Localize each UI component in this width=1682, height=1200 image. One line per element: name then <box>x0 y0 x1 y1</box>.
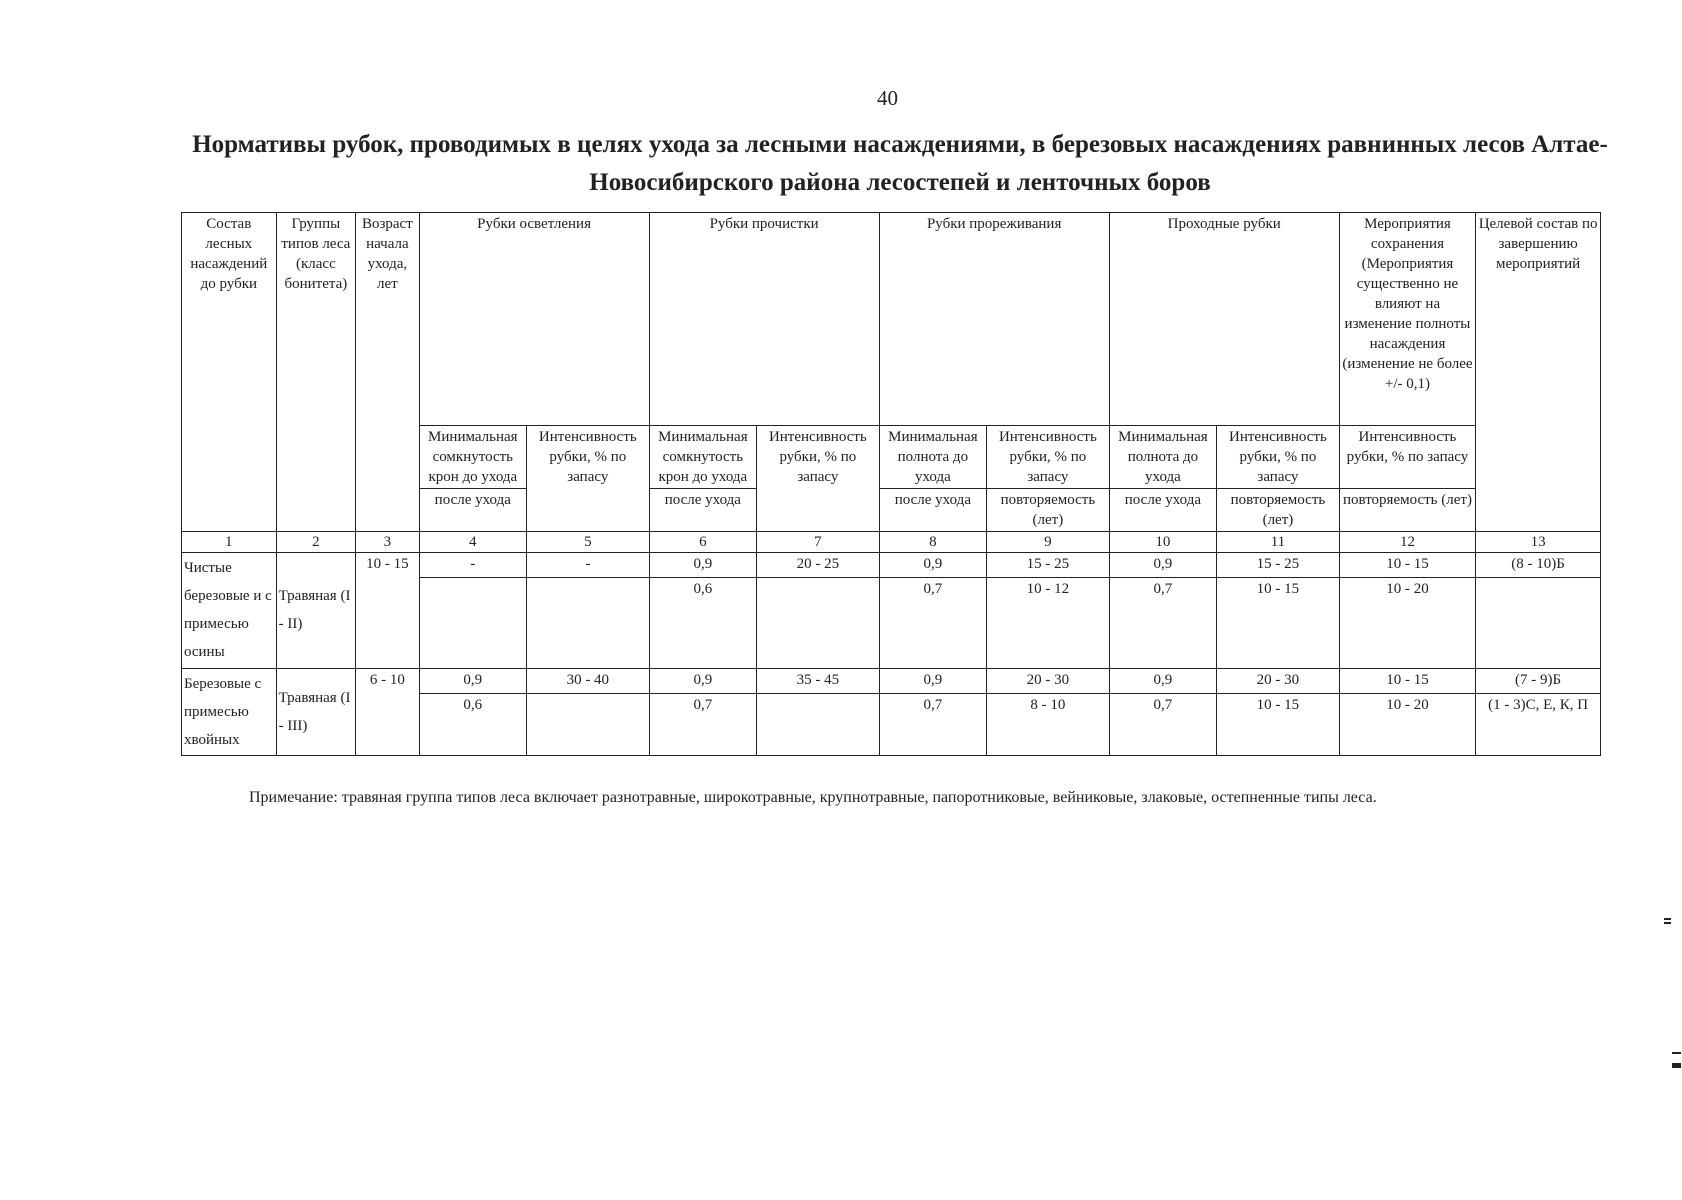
column-number: 13 <box>1476 532 1601 553</box>
column-number: 9 <box>987 532 1110 553</box>
footnote: Примечание: травяная группа типов леса включает разнотравные, широкотравные, крупнотравные, папоротниковые, вейниковые, злаковые, остепненные типы леса. <box>249 789 1377 806</box>
header-clearing-cuts: Рубки осветления <box>419 213 649 426</box>
header-thinning-cuts: Рубки прореживания <box>879 213 1109 426</box>
table-cell: 0,7 <box>879 693 986 756</box>
column-number: 3 <box>356 532 419 553</box>
table-cell: 10 - 12 <box>987 578 1110 669</box>
table-cell <box>757 578 880 669</box>
scan-mark <box>1664 918 1671 920</box>
column-number: 12 <box>1339 532 1476 553</box>
table-cell: 0,9 <box>419 668 526 693</box>
column-number-row <box>182 532 1601 553</box>
table-cell: 0,7 <box>1109 693 1216 756</box>
column-number: 2 <box>276 532 356 553</box>
table-row <box>182 578 1601 669</box>
column-number: 11 <box>1217 532 1340 553</box>
header-min-density-before: Минимальная сомкнутость крон до ухода <box>419 426 526 489</box>
table-cell: 30 - 40 <box>527 668 650 693</box>
table-cell: - <box>527 553 650 578</box>
table-cell: 0,9 <box>879 668 986 693</box>
column-number: 6 <box>649 532 756 553</box>
page-number: 40 <box>877 86 898 110</box>
header-composition: Состав лесных насаждений до рубки <box>182 213 277 532</box>
table-cell <box>1476 578 1601 669</box>
header-intensity-passage: Интенсивность рубки, % по запасу <box>1217 426 1340 489</box>
column-number: 10 <box>1109 532 1216 553</box>
table-row <box>182 668 1601 693</box>
column-number: 7 <box>757 532 880 553</box>
table-cell <box>356 578 419 669</box>
header-row-groups <box>182 213 1601 426</box>
header-repeat-conservation: повторяемость (лет) <box>1339 489 1476 532</box>
header-forest-group: Группы типов леса (класс бонитета) <box>276 213 356 532</box>
table-cell <box>527 578 650 669</box>
table-cell <box>356 693 419 756</box>
cell-composition: Березовые с примесью хвойных <box>182 668 277 756</box>
table-cell: 0,9 <box>649 553 756 578</box>
header-intensity-cleaning: Интенсивность рубки, % по запасу <box>757 426 880 532</box>
table-cell: 0,6 <box>649 578 756 669</box>
table-cell: 8 - 10 <box>987 693 1110 756</box>
standards-table <box>181 212 1601 756</box>
header-conservation-measures: Мероприятия сохранения (Мероприятия существенно не влияют на изменение полноты насаждения (изменение не более +/- 0,1) <box>1339 213 1476 426</box>
table-cell: 0,9 <box>649 668 756 693</box>
table-cell: (1 - 3)С, Е, К, П <box>1476 693 1601 756</box>
table-cell: 0,9 <box>1109 553 1216 578</box>
table-cell: 10 - 20 <box>1339 693 1476 756</box>
table-cell: 35 - 45 <box>757 668 880 693</box>
page-title: Нормативы рубок, проводимых в целях ухода за лесными насаждениями, в березовых насаждениях равнинных лесов Алтае-Новосибирского района лесостепей и ленточных боров <box>192 131 1608 196</box>
header-min-fullness-before-2: Минимальная полнота до ухода <box>1109 426 1216 489</box>
table-cell: 0,6 <box>419 693 526 756</box>
table-cell: 10 - 15 <box>1339 553 1476 578</box>
table-cell: 10 - 15 <box>1217 578 1340 669</box>
header-min-fullness-before: Минимальная полнота до ухода <box>879 426 986 489</box>
table-cell: - <box>419 553 526 578</box>
header-passage-cuts: Проходные рубки <box>1109 213 1339 426</box>
table-cell: 20 - 30 <box>987 668 1110 693</box>
header-intensity-thinning: Интенсивность рубки, % по запасу <box>987 426 1110 489</box>
table-cell: 0,9 <box>1109 668 1216 693</box>
table-cell: 0,7 <box>649 693 756 756</box>
table-cell: (7 - 9)Б <box>1476 668 1601 693</box>
table-row <box>182 693 1601 756</box>
header-target-composition: Целевой состав по завершению мероприятий <box>1476 213 1601 532</box>
table-cell: 20 - 25 <box>757 553 880 578</box>
table-cell: 15 - 25 <box>1217 553 1340 578</box>
header-after-care-3: после ухода <box>879 489 986 532</box>
scan-mark <box>1664 922 1671 924</box>
table-cell: 15 - 25 <box>987 553 1110 578</box>
table-cell: 10 - 15 <box>1217 693 1340 756</box>
table-row <box>182 553 1601 578</box>
column-number: 8 <box>879 532 986 553</box>
scan-mark <box>1672 1052 1681 1054</box>
column-number: 4 <box>419 532 526 553</box>
table-cell: (8 - 10)Б <box>1476 553 1601 578</box>
cell-forest-group: Травяная (I - II) <box>276 553 356 669</box>
header-repeat-passage: повторяемость (лет) <box>1217 489 1340 532</box>
table-cell <box>527 693 650 756</box>
header-after-care: после ухода <box>419 489 526 532</box>
table-cell: 10 - 20 <box>1339 578 1476 669</box>
table-cell <box>757 693 880 756</box>
column-number: 5 <box>527 532 650 553</box>
table-cell: 0,9 <box>879 553 986 578</box>
cell-start-age: 6 - 10 <box>356 668 419 693</box>
header-intensity-conservation: Интенсивность рубки, % по запасу <box>1339 426 1476 489</box>
table-cell: 0,7 <box>879 578 986 669</box>
table-cell: 20 - 30 <box>1217 668 1340 693</box>
cell-start-age: 10 - 15 <box>356 553 419 578</box>
header-repeat-thinning: повторяемость (лет) <box>987 489 1110 532</box>
table-cell: 10 - 15 <box>1339 668 1476 693</box>
header-after-care-4: после ухода <box>1109 489 1216 532</box>
cell-forest-group: Травяная (I - III) <box>276 668 356 756</box>
table-cell: 0,7 <box>1109 578 1216 669</box>
scan-mark <box>1672 1063 1681 1068</box>
table-cell <box>419 578 526 669</box>
header-min-density-before-2: Минимальная сомкнутость крон до ухода <box>649 426 756 489</box>
column-number: 1 <box>182 532 277 553</box>
header-after-care-2: после ухода <box>649 489 756 532</box>
header-start-age: Возраст начала ухода, лет <box>356 213 419 532</box>
header-intensity-clearing: Интенсивность рубки, % по запасу <box>527 426 650 532</box>
cell-composition: Чистые березовые и с примесью осины <box>182 553 277 669</box>
header-cleaning-cuts: Рубки прочистки <box>649 213 879 426</box>
